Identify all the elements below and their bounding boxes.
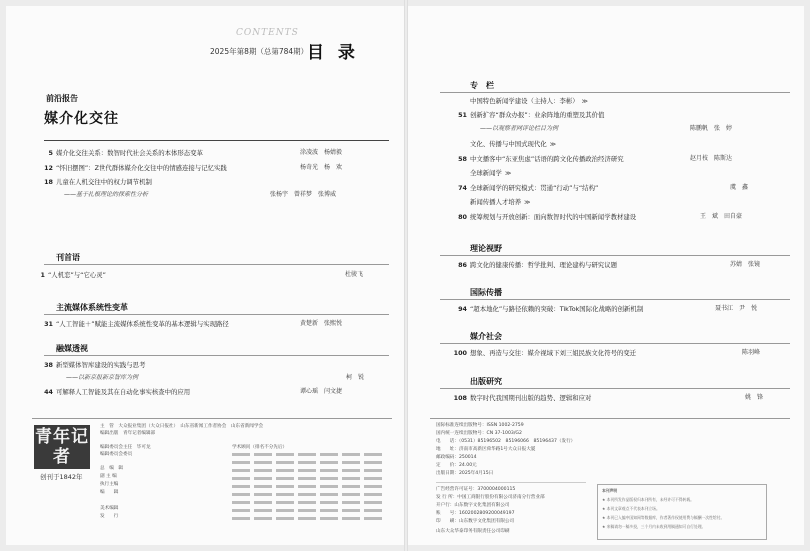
divider <box>44 140 389 141</box>
imprint-line: 广告经营许可证号：3700004000115 <box>436 487 516 492</box>
toc-entry[interactable] <box>453 394 592 402</box>
page-number: 86 <box>458 261 467 269</box>
column-title: 中国特色新闻学建设（主持人：李彬） <box>470 97 579 105</box>
toc-entry[interactable] <box>44 320 229 328</box>
toc-entry[interactable] <box>458 305 644 313</box>
toc-entry[interactable] <box>458 111 605 119</box>
page-gutter <box>404 0 408 551</box>
column-title: 新闻传播人才培养 <box>470 198 522 206</box>
article-title: 创新扩容“群众办报”：业余阵地的重塑及其价值 <box>470 111 605 119</box>
divider <box>44 314 389 315</box>
article-title: 想象、再造与交往：媒介视域下刘三姐民族文化符号的变迁 <box>470 349 637 357</box>
colophon-line: 编辑委员会主任 毕可龙 <box>100 445 151 450</box>
toc-entry[interactable] <box>44 361 146 369</box>
article-title: 全球新闻学的研究模式：贯通“行动”与“结构” <box>470 184 599 192</box>
column-heading[interactable] <box>470 97 588 106</box>
double-chevron-icon: ≫ <box>549 141 556 148</box>
contents-word: CONTENTS <box>236 28 299 38</box>
notice-line: ★ 本刊所发作品版权归本刊所有，未经许可不得转载。 <box>602 497 694 502</box>
article-authors: 陈羽峰 <box>742 349 761 356</box>
imprint-line: 电 话：（0531）85196502 85196066 85196437（发行） <box>436 439 576 444</box>
article-subtitle: ——以观察者网评论栏目为例 <box>480 125 559 132</box>
article-title: “超本地化”与路径依赖的突破：TikTok国际化战略的创新机制 <box>470 305 644 313</box>
magazine-logo: 青年记者 <box>35 427 89 467</box>
page-number: 100 <box>453 349 467 357</box>
page-number: 31 <box>44 320 53 328</box>
imprint-line: 开户行：山东数字文化集团有限公司 <box>436 503 510 508</box>
section-label-frontier: 前沿报告 <box>46 94 78 103</box>
article-authors: 黄楚新 张熙悦 <box>300 320 343 327</box>
imprint-line: 国内统一连续出版物号：CN 37-1003/G2 <box>436 431 522 436</box>
double-chevron-icon: ≫ <box>581 98 588 105</box>
toc-entry[interactable] <box>458 184 599 192</box>
article-authors: 柯 锐 <box>346 374 365 381</box>
imprint-line: 账 号：1602002809200049197 <box>436 511 515 516</box>
article-subtitle: ——以新京报新京智库为例 <box>66 374 139 381</box>
toc-entry[interactable] <box>44 388 191 396</box>
double-chevron-icon: ≫ <box>524 199 531 206</box>
divider <box>44 264 389 265</box>
article-title: 统筹规划与开放创新：面向数智时代的中国新闻学教材建设 <box>470 213 637 221</box>
notice-line: ★ 来稿请勿一稿多投，三个月内未收到用稿通知可自行处理。 <box>602 524 706 529</box>
page-number: 12 <box>44 164 53 172</box>
double-chevron-icon: ≫ <box>504 170 512 177</box>
section-label-mainstream: 主流媒体系统性变革 <box>56 303 128 312</box>
founded-year: 创刊于1842年 <box>40 473 83 481</box>
imprint-line: 邮政编码：250014 <box>436 455 477 460</box>
page-number: 108 <box>453 394 467 402</box>
divider <box>32 418 392 419</box>
notice-box <box>597 484 767 540</box>
printer-note: 山东大众华泰印务有限责任公司印刷 <box>436 529 510 534</box>
notice-line: ★ 本刊文章观点不代表本刊立场。 <box>602 506 660 511</box>
article-authors: 谭心瑶 闫文捷 <box>300 388 343 395</box>
section-label-fusion: 融媒透视 <box>56 344 88 353</box>
imprint-line: 定 价：24.00元 <box>436 463 477 468</box>
colophon-line: 美术编辑 <box>100 506 119 511</box>
column-heading[interactable] <box>470 169 511 178</box>
section-label-society: 媒介社会 <box>470 332 502 341</box>
toc-entry[interactable] <box>453 349 637 357</box>
divider <box>430 418 790 419</box>
toc-title: 目 录 <box>307 43 359 63</box>
colophon-line: 发 行 <box>100 514 119 519</box>
article-title: 可解释人工智能及其在自动化事实核查中的应用 <box>56 388 191 396</box>
colophon-line: 副 主 编 <box>100 474 117 479</box>
article-authors: 姚 锋 <box>745 394 764 401</box>
page-number: 38 <box>44 361 53 369</box>
colophon-line: 编 辑 <box>100 490 119 495</box>
column-title: 文化、传播与中国式现代化 <box>470 140 547 148</box>
divider <box>440 255 790 256</box>
article-subtitle: ——基于扎根理论的探索性分析 <box>64 191 149 198</box>
article-title: 媒介化交往关系：数智时代社会关系的本体形态变革 <box>56 149 203 157</box>
notice-line: ★ 本刊已入编中国知网等数据库，作者著作权使用费与稿酬一次性给付。 <box>602 515 725 520</box>
toc-entry[interactable] <box>40 271 106 279</box>
article-authors: 虞 鑫 <box>730 184 749 191</box>
colophon-line: 执行主编 <box>100 482 119 487</box>
article-authors: 王 斌 田自豪 <box>700 213 743 220</box>
page-number: 18 <box>44 178 53 186</box>
colophon-line: 编辑出版 青年记者编辑部 <box>100 431 156 436</box>
imprint-line: 出版日期：2025年4月15日 <box>436 471 494 476</box>
divider <box>436 482 586 483</box>
section-title-frontier: 媒介化交往 <box>44 111 119 127</box>
toc-entry[interactable] <box>44 178 152 186</box>
page-number: 44 <box>44 388 53 396</box>
academic-advisors-label: 学术顾问（排名不分先后） <box>232 445 288 450</box>
toc-entry[interactable] <box>458 261 617 269</box>
toc-entry[interactable] <box>44 164 227 172</box>
page-number: 1 <box>40 271 45 279</box>
page-number: 5 <box>48 149 53 157</box>
article-title: “怀旧摆图”：Z世代群体媒介化交往中的情感连接与记忆实践 <box>56 164 227 172</box>
article-authors: 杨奇光 杨 欢 <box>300 164 343 171</box>
article-authors: 张杨宇 曾祥梦 张博威 <box>270 191 337 198</box>
section-label-editorial: 刊首语 <box>56 253 80 262</box>
page-number: 80 <box>458 213 467 221</box>
colophon-line: 主 管 大众报业集团（大众日报社） 山东省新闻工作者协会 山东省新闻学会 <box>100 424 264 429</box>
imprint-line: 地 址：济南市高新区舜华路1号大众日报大厦 <box>436 447 536 452</box>
section-label-theory: 理论视野 <box>470 244 502 253</box>
article-title: 跨文化的健康传播：哲学批判、理论建构与研究议题 <box>470 261 617 269</box>
divider <box>44 355 389 356</box>
article-authors: 杜骏飞 <box>345 271 364 278</box>
section-label-publishing: 出版研究 <box>470 377 502 386</box>
article-authors: 聂书江 尹 悦 <box>715 305 758 312</box>
article-authors: 苏婧 张镜 <box>730 261 761 268</box>
article-title: 数字时代我国期刊出版的趋势、逻辑和应对 <box>470 394 592 402</box>
section-label-international: 国际传播 <box>470 288 502 297</box>
imprint-line: 发 行 所：中国工商银行股份有限公司济南分行营业部 <box>436 495 545 500</box>
section-label-special: 专 栏 <box>470 81 494 90</box>
colophon-line: 编辑委员会委员 <box>100 452 137 457</box>
divider <box>440 343 790 344</box>
advisor-name-grid <box>232 453 392 533</box>
toc-entry[interactable] <box>458 155 624 163</box>
toc-entry[interactable] <box>458 213 637 221</box>
page-number: 58 <box>458 155 467 163</box>
article-title: 儿童在人机交往中的权力调节机制 <box>56 178 152 186</box>
article-title: “人工智能＋”赋能主流媒体系统性变革的基本逻辑与实现路径 <box>56 320 229 328</box>
imprint-line: 印 刷：山东数字文化集团有限公司 <box>436 519 515 524</box>
notice-title: 本刊声明 <box>602 488 618 493</box>
issue-number: 2025年第8期（总第784期） <box>210 47 309 56</box>
divider <box>440 92 790 93</box>
column-heading[interactable] <box>470 140 556 149</box>
page-number: 94 <box>458 305 467 313</box>
imprint-line: 国际标准连续出版物号：ISSN 1002-2759 <box>436 423 524 428</box>
colophon-line: 总 编 辑 <box>100 466 123 471</box>
divider <box>440 299 790 300</box>
toc-entry[interactable] <box>48 149 203 157</box>
article-authors: 涂凌波 杨婧毅 <box>300 149 343 156</box>
page-number: 74 <box>458 184 467 192</box>
article-authors: 陈鹏帆 张 婷 <box>690 125 733 132</box>
article-authors: 赵月枝 陈斯达 <box>690 155 733 162</box>
page-number: 51 <box>458 111 467 119</box>
column-heading[interactable] <box>470 198 530 207</box>
column-title: 全球新闻学 <box>470 169 502 177</box>
article-title: 新型媒体智库建设的实践与思考 <box>56 361 146 369</box>
article-title: 中文播客中“东亚焦虑”话语的跨文化传播政治经济研究 <box>470 155 624 163</box>
article-title: “人机恋”与“它心灵” <box>48 271 106 279</box>
divider <box>440 388 790 389</box>
